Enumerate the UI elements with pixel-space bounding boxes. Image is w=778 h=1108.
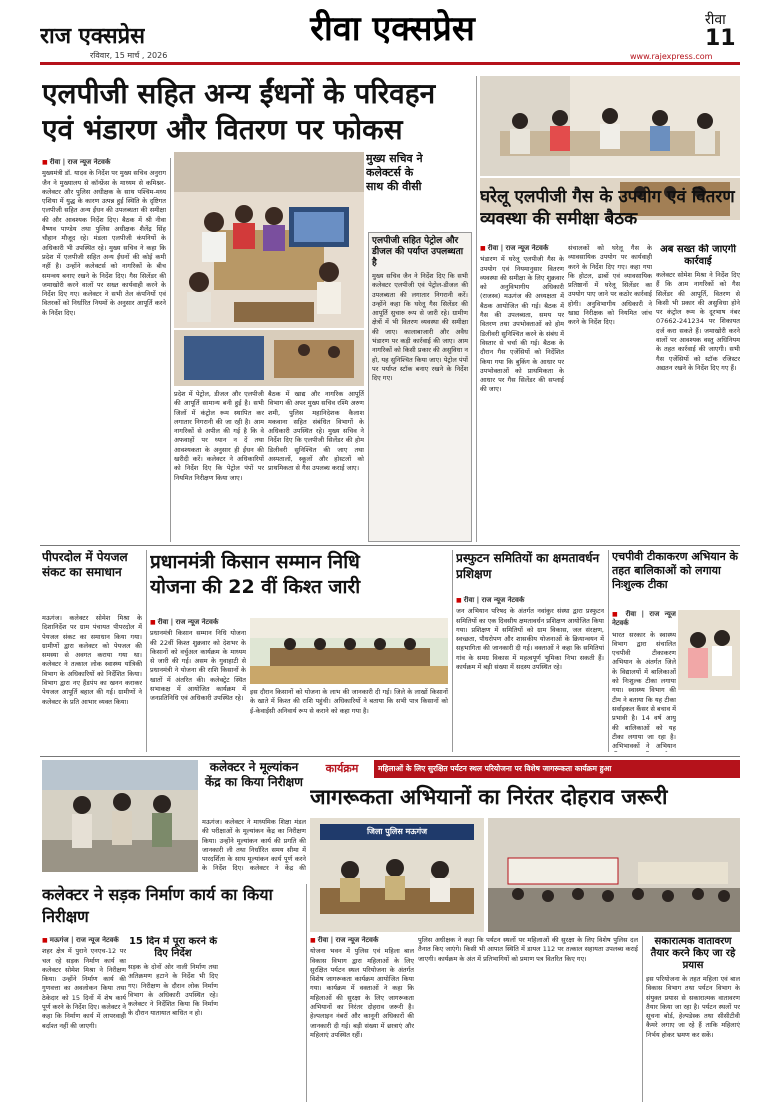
training-byline: ■ रीवा | राज न्यूज नेटवर्क bbox=[456, 596, 604, 605]
lead-body-col2: प्रदेश में पेट्रोल, डीजल और एलपीजी की आपूर्ति सामान्य बनी हुई है। सभी जिलों में कंट्रोल रूम स्थापित कर लगातार निगरानी की जा रही है। आम नागरिकों से अपील की गई है कि वे अफवाहों पर ध्यान न दें तथा आवश्यकता के अनुसार ही ईंधन की खरीदी करें। कलेक्टर ने अधिकारियों को निर्देश दिए कि पेट्रोल पंपों पर नियमित निरीक्षण किया जाए। bbox=[174, 390, 264, 482]
lead-photo bbox=[174, 152, 364, 328]
lead-body-text: मुख्यमंत्री डॉ. यादव के निर्देश पर मुख्य सचिव अनुराग जैन ने मुख्यालय से कॉन्फ्रेंस के माध्यम से कमिश्नर-कलेक्टर और पुलिस अधीक्षक के साथ पश्चिम-मध्य एशिया में युद्ध के कारण उत्पन्न हुई स्थिति के दृष्टिगत एलपीजी सहित अन्य ईंधन की उपलब्धता की समीक्षा की और आवश्यक निर्देश दिए। बैठक में श्री नीवा वैष्णव पाण्डेय तथा पुलिस अधीक्षक शैलेंद्र सिंह चौहान मौजूद रहे। मंडला एलपीजी कंपनियों के अधिकारी भी उपस्थित रहे। मुख्य सचिव ने कहा कि प्रदेश में एलपीजी सहित अन्य ईंधनों की कोई कमी नहीं है। उन्होंने कलेक्टर्स को नागरिकों के बीच समन्वय बनाए रखने के निर्देश दिए। गैस सिलेंडर की जमाखोरी करने वालों पर सख्त कार्यवाही करने के निर्देश दिए गए। कलेक्टर ने सभी तेल कंपनियों एवं वितरकों को निर्धारित नियमों के अनुसार आपूर्ति करने के निर्देश दिए। bbox=[42, 169, 166, 317]
vaccination-photo bbox=[678, 610, 740, 690]
pm-kisan-photo bbox=[250, 618, 448, 684]
karyakram-photo-police bbox=[310, 818, 484, 932]
meeting-photo-graphic bbox=[174, 152, 364, 328]
city-name: रीवा bbox=[705, 12, 726, 28]
lead-headline-line2: एवं भंडारण और वितरण पर फोकस bbox=[42, 113, 403, 146]
karyakram-side-body: इस परियोजना के तहत महिला एवं बाल विकास विभाग तथा पर्यटन विभाग के संयुक्त प्रयास से सकारात्मक वातावरण तैयार किया जा रहा है। पर्यटन स्थलों पर सूचना बोर्ड, हेल्पडेस्क तथा सीसीटीवी कैमरे लगाए जा रहे हैं ताकि महिलाएं निर्भय होकर भ्रमण कर सकें। bbox=[646, 975, 740, 1039]
karyakram-byline: ■ रीवा | राज न्यूज नेटवर्क bbox=[310, 936, 414, 945]
eval-center-body: मऊगंज। कलेक्टर ने माध्यमिक शिक्षा मंडल की परीक्षाओं के मूल्यांकन केंद्र का निरीक्षण किया। उन्होंने मूल्यांकन कार्य की प्रगति की जानकारी ली तथा निर्धारित समय सीमा में पारदर्शिता के साथ मूल्यांकन कार्य पूर्ण करने के निर्देश दिए। कलेक्टर ने केंद्र की bbox=[202, 818, 306, 872]
road-body-2: सड़क के दोनों ओर नाली निर्माण तथा अतिक्रमण हटाने के निर्देश भी दिए गए। निरीक्षण के दौरान लोक निर्माण विभाग के अधिकारी उपस्थित रहे। कलेक्टर ने निर्देशित किया कि निर्माण के दौरान यातायात बाधित न हो। bbox=[128, 963, 218, 1018]
masthead-rule bbox=[40, 62, 740, 65]
gas-review-byline: ■ रीवा | राज न्यूज नेटवर्क bbox=[480, 244, 564, 253]
videoconference-photo bbox=[174, 330, 364, 386]
lead-body-col1 bbox=[42, 158, 166, 542]
sidebar-body: मुख्य सचिव जैन ने निर्देश दिए कि सभी कलेक्टर एलपीजी एवं पेट्रोल-डीजल की उपलब्धता की लगातार निगरानी करें। उन्होंने कहा कि घरेलू गैस सिलेंडर की आपूर्ति सुचारु रूप से जारी रहे। ग्रामीण क्षेत्रों में भी वितरण व्यवस्था की समीक्षा की जाए। कालाबाजारी और अवैध भंडारण पर कड़ी कार्रवाई की जाए। आम नागरिकों को किसी प्रकार की असुविधा न हो, यह सुनिश्चित किया जाए। पेट्रोल पंपों पर पर्याप्त स्टॉक बनाए रखने के निर्देश दिए गए। bbox=[372, 272, 468, 383]
kisan-event-photo bbox=[250, 618, 448, 684]
rally-photo bbox=[488, 818, 740, 932]
eval-center-headline: कलेक्टर ने मूल्यांकन केंद्र का किया निरीक्षण bbox=[205, 760, 303, 789]
gas-review-body: भंडारण में घरेलू एलपीजी गैस के उपयोग एवं नियमानुसार वितरण व्यवस्था की समीक्षा के लिए शुक्रवार को अनुविभागीय अधिकारी (राजस्व) मऊगंज की अध्यक्षता में बैठक आयोजित की गई। बैठक में गैस की उपलब्धता, समय पर वितरण तथा उपभोक्ताओं को होम डिलीवरी सुनिश्चित करने के संबंध में विस्तार से चर्चा की गई। बैठक के दौरान गैस एजेंसियों को निर्देशित किया गया कि बुकिंग के आधार पर उपभोक्ताओं को प्राथमिकता के आधार पर गैस सिलेंडर की सप्लाई की जाए। bbox=[480, 255, 564, 394]
pm-kisan-col2: इस दौरान किसानों को योजना के लाभ की जानकारी दी गई। जिले के लाखों किसानों के खाते में किश्त की राशि पहुंची। अधिकारियों ने बताया कि सभी पात्र किसानों को ई-केवाईसी अनिवार्य रूप से कराने को कहा गया है। bbox=[250, 688, 448, 715]
road-byline: ■ मऊगंज | राज न्यूज नेटवर्क bbox=[42, 936, 126, 945]
masthead bbox=[0, 0, 778, 66]
pm-kisan-byline: ■ रीवा | राज न्यूज नेटवर्क bbox=[150, 618, 246, 627]
training-body: जन अभियान परिषद के अंतर्गत नवांकुर संस्था द्वारा प्रस्फुटन समितियों का एक दिवसीय क्षमतावर्धन प्रशिक्षण आयोजित किया गया। प्रशिक्षण में समितियों को ग्राम विकास, जल संरक्षण, स्वच्छता, पौधरोपण और शासकीय योजनाओं के क्रियान्वयन में सहभागिता की जानकारी दी गई। वक्ताओं ने कहा कि समितियां गांव के समग्र विकास में महत्वपूर्ण भूमिका निभा सकती हैं। कार्यक्रम में बड़ी संख्या में सदस्य उपस्थित रहे। bbox=[456, 607, 604, 672]
inspection-photo bbox=[42, 760, 198, 872]
hpv-byline: ■ रीवा | राज न्यूज नेटवर्क bbox=[612, 610, 676, 629]
strict-action-subhead: अब सख्त की जाएगी कार्रवाई bbox=[660, 244, 736, 267]
pm-kisan-col1 bbox=[150, 618, 246, 752]
road-body: शहर क्षेत्र में पुराने एनएच-12 पर चल रहे सड़क निर्माण कार्य का कलेक्टर सोमेश मिश्रा ने निरीक्षण किया। उन्होंने निर्माण कार्य की गुणवत्ता का अवलोकन किया तथा ठेकेदार को 15 दिनों में शेष कार्य पूर्ण करने के निर्देश दिए। कलेक्टर ने कहा कि निर्माण कार्य में लापरवाही बर्दाश्त नहीं की जाएगी। bbox=[42, 947, 126, 1030]
hpv-photo bbox=[678, 610, 740, 690]
edition-title: रीवा एक्सप्रेस bbox=[310, 9, 475, 49]
brand-name: राज एक्सप्रेस bbox=[40, 23, 145, 49]
hpv-body-wrap bbox=[612, 610, 676, 752]
training-body-wrap bbox=[456, 596, 604, 752]
karyakram-photo-rally bbox=[488, 818, 740, 932]
gas-review-col1 bbox=[480, 244, 564, 542]
karyakram-side-headline: सकारात्मक वातावरण तैयार करने किए जा रहे प्रयास bbox=[650, 936, 736, 971]
karyakram-body: योजना भवन में पुलिस एवं महिला बाल विकास विभाग द्वारा महिलाओं के लिए सुरक्षित पर्यटन स्थल परियोजना के अंतर्गत विशेष जागरूकता कार्यक्रम आयोजित किया गया। कार्यक्रम में वक्ताओं ने कहा कि महिलाओं की सुरक्षा के लिए जागरूकता अभियानों का निरंतर दोहराव जरूरी है। हेल्पलाइन नंबरों और कानूनी अधिकारों की जानकारी दी गई। बड़ी संख्या में छात्राएं और महिलाएं उपस्थित रहीं। bbox=[310, 947, 414, 1039]
sidebar-box bbox=[368, 232, 472, 542]
website-url[interactable]: www.rajexpress.com bbox=[630, 52, 713, 61]
road-subhead-wrap bbox=[128, 936, 218, 1102]
gas-review-headline: घरेलू एलपीजी गैस के उपयोग एवं वितरण व्यवस्था की समीक्षा बैठक bbox=[480, 187, 735, 229]
strict-action-body: कलेक्टर सोमेश मिश्रा ने निर्देश दिए हैं कि आम नागरिकों को गैस सिलेंडर की आपूर्ति, वितरण से किसी भी प्रकार की असुविधा होने पर कंट्रोल रूम के दूरभाष नंबर 07662-241234 पर शिकायत दर्ज करा सकते हैं। जमाखोरी करने वालों पर आवश्यक वस्तु अधिनियम के तहत कार्रवाई की जाएगी। सभी गैस एजेंसियों को स्टॉक रजिस्टर अद्यतन रखने के निर्देश दिए गए हैं। bbox=[656, 271, 740, 372]
water-headline: पीपरदोल में पेयजल संकट का समाधान bbox=[42, 550, 128, 579]
road-headline: कलेक्टर ने सड़क निर्माण कार्य का किया निरीक्षण bbox=[42, 885, 273, 926]
karyakram-banner: महिलाओं के लिए सुरक्षित पर्यटन स्थल परियोजना पर विशेष जागरूकता कार्यक्रम हुआ bbox=[374, 760, 740, 778]
police-banner-text: जिला पुलिस मऊगंज bbox=[366, 827, 428, 836]
karyakram-col1 bbox=[310, 936, 414, 1102]
water-body: मऊगंज। कलेक्टर सोमेश मिश्रा के दिशानिर्देश पर ग्राम पंचायत पीपरदोल में पेयजल संकट का समाधान किया गया। ग्रामीणों द्वारा कलेक्टर को पेयजल की समस्या से अवगत कराया गया था। कलेक्टर ने तत्काल लोक स्वास्थ्य यांत्रिकी विभाग के अधिकारियों को निर्देशित किया। विभाग द्वारा नए हैंडपंप का खनन कराकर पेयजल आपूर्ति बहाल की गई। ग्रामीणों ने कलेक्टर के प्रति आभार व्यक्त किया। bbox=[42, 614, 142, 706]
lead-headline-line1: एलपीजी सहित अन्य ईंधनों के परिवहन bbox=[42, 77, 436, 110]
karyakram-side bbox=[646, 936, 740, 1102]
left-event-photo bbox=[42, 760, 198, 872]
lead-photo-caption: मुख्य सचिव ने कलेक्टर्स के साथ की वीसी bbox=[366, 152, 423, 193]
karyakram-tag: कार्यक्रम bbox=[310, 760, 374, 778]
lead-headline bbox=[42, 76, 472, 156]
road-subhead: 15 दिन में पूरा करने के दिए निर्देश bbox=[128, 936, 218, 959]
road-col1 bbox=[42, 936, 126, 1102]
training-headline: प्रस्फुटन समितियों का क्षमतावर्धन प्रशिक्षण bbox=[456, 551, 600, 581]
pm-kisan-headline-line2: योजना की 22 वीं किश्त जारी bbox=[150, 576, 361, 598]
hpv-headline: एचपीवी टीकाकरण अभियान के तहत बालिकाओं को लगाया निःशुल्क टीका bbox=[612, 550, 738, 591]
pm-kisan-headline-line1: प्रधानमंत्री किसान सम्मान निधि bbox=[150, 551, 360, 573]
karyakram-col2: पुलिस अधीक्षक ने कहा कि पर्यटन स्थलों पर महिलाओं की सुरक्षा के लिए विशेष पुलिस दल तैनात किए जाएंगे। किसी भी आपात स्थिति में डायल 112 पर तत्काल सहायता उपलब्ध कराई जाएगी। कार्यक्रम के अंत में प्रतिभागियों को प्रमाण पत्र वितरित किए गए। bbox=[418, 936, 638, 963]
lead-byline: ■ रीवा | राज न्यूज नेटवर्क bbox=[42, 158, 166, 167]
sidebar-headline: एलपीजी सहित पेट्रोल और डीजल की पर्याप्त उपलब्धता है bbox=[372, 236, 464, 268]
issue-date: रविवार, 15 मार्च , 2026 bbox=[90, 51, 168, 60]
gas-review-photo bbox=[480, 76, 740, 176]
page-number: 11 bbox=[705, 26, 736, 51]
pm-kisan-body: प्रधानमंत्री किसान सम्मान निधि योजना की 22वीं किश्त शुक्रवार को देशभर के किसानों को वर्चुअल कार्यक्रम के माध्यम से जारी की गई। असम के गुवाहाटी से प्रधानमंत्री ने योजना की राशि किसानों के खातों में अंतरित की। कलेक्ट्रेट स्थित सभाकक्ष में आयोजित कार्यक्रम में जनप्रतिनिधि एवं अधिकारी उपस्थित रहे। bbox=[150, 629, 246, 703]
hpv-body: भारत सरकार के स्वास्थ्य विभाग द्वारा संचालित एचपीवी टीकाकरण अभियान के अंतर्गत जिले के विद्यालयों में बालिकाओं को निःशुल्क टीका लगाया गया। स्वास्थ्य विभाग की टीम ने बताया कि यह टीका सर्वाइकल कैंसर से बचाव में प्रभावी है। 14 वर्ष आयु की बालिकाओं को यह टीका लगाया जा रहा है। अभिभावकों ने अभियान bbox=[612, 630, 676, 751]
review-meeting-photo bbox=[480, 76, 740, 176]
gas-review-col2: संचालकों को घरेलू गैस के व्यावसायिक उपयोग पर कार्यवाही करने के निर्देश दिए गए। कहा गया कि होटल, ढाबों एवं व्यावसायिक प्रतिष्ठानों में घरेलू सिलेंडर का उपयोग पाए जाने पर कठोर कार्रवाई होगी। अनुविभागीय अधिकारी ने खाद्य निरीक्षक को नियमित जांच करने के निर्देश दिए। bbox=[568, 244, 652, 327]
karyakram-headline: जागरूकता अभियानों का निरंतर दोहराव जरूरी bbox=[310, 785, 668, 809]
lead-body-col3: बैठक में खाद्य और नागरिक आपूर्ति विभाग की अपर मुख्य सचिव रश्मि अरुण शमी, पुलिस महानिदेशक कैलाश मकवाना सहित संबंधित विभागों के अधिकारी उपस्थित रहे। मुख्य सचिव ने निर्देश दिए कि एलपीजी सिलेंडर की होम डिलीवरी सुनिश्चित की जाए तथा अस्पतालों, स्कूलों और होस्टलों को प्राथमिकता से गैस उपलब्ध कराई जाए। bbox=[268, 390, 364, 473]
lead-photo-2 bbox=[174, 330, 364, 386]
gas-review-col3 bbox=[656, 244, 740, 542]
pm-kisan-headline bbox=[150, 550, 450, 614]
